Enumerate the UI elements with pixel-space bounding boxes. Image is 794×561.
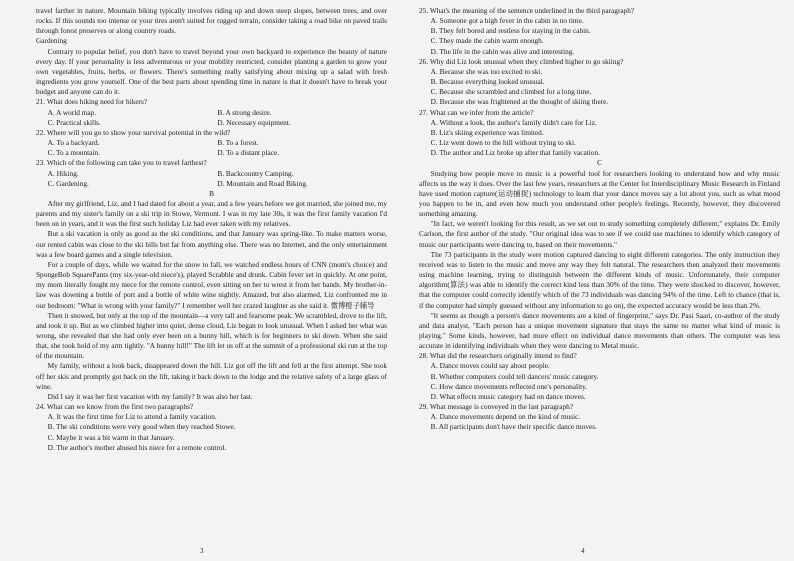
- passage-paragraph: My family, without a look back, disappeared down the hill. Liz got off the lift and fell at the first attempt. She took off her skis and promptly got back on the lift, taking it back down to the lodge and the relative safety of a large glass of wine.: [36, 361, 387, 391]
- passage-paragraph: travel farther in nature. Mountain biking typically involves riding up and down steep slopes, between trees, and over rocks. If this sounds too intense or your tires aren't suited for rugged terrain, consider taking a road bike on paved trails through forest preserves or along country roads.: [36, 6, 387, 36]
- option: A. It was the first time for Liz to attend a family vacation.: [47, 412, 217, 422]
- option: C. How dance movements reflected one's personality.: [430, 381, 588, 391]
- option: D. Because she was frightened at the thought of skiing there.: [430, 97, 609, 107]
- option: C. Because she scrambled and climbed for a long time.: [430, 87, 592, 97]
- option: B. Liz's skiing experience was limited.: [430, 127, 544, 137]
- option: A. To a backyard.: [47, 138, 100, 148]
- passage-paragraph: [36, 260, 387, 311]
- page-number: 3: [200, 547, 204, 555]
- question-stem: 25. What's the meaning of the sentence underlined in the third paragraph?: [419, 6, 635, 15]
- option-row: [36, 169, 387, 179]
- option: C. To a mountain.: [47, 148, 100, 158]
- option: B. To a forest.: [217, 138, 259, 148]
- option: B. The ski conditions were very good when they reached Stowe.: [47, 422, 236, 432]
- section-heading: Gardening: [36, 36, 67, 46]
- section-letter: C: [597, 158, 602, 168]
- option: D. What effects music category had on dance moves.: [430, 391, 586, 401]
- page-right: [397, 0, 794, 561]
- passage-paragraph: "It seems as though a person's dance movements are a kind of fingerprint," says Dr. Pasi Saari, co-author of the study and data analyst, "Each person has a unique movement signature that stays the same no matter what kind of music is playing." Some kinds, however, had more effect on individual dance movements than others. The computer was less accurate in identifying individuals when they were dancing to Metal music.: [419, 310, 780, 351]
- option: A. Hiking.: [47, 168, 79, 178]
- question-stem: 24. What can we know from the first two paragraphs?: [36, 402, 194, 412]
- passage-paragraph: Did I say it was her first vacation with my family? It was also her last.: [47, 391, 253, 401]
- option: B. All participants don't have their specific dance moves.: [430, 422, 597, 432]
- option-row: [36, 179, 387, 189]
- option: D. The author and Liz broke up after that family vacation.: [430, 148, 600, 158]
- option: B. They felt bored and restless for staying in the cabin.: [430, 26, 591, 36]
- option: D. The life in the cabin was alive and interesting.: [430, 46, 575, 56]
- option: C. Gardening.: [47, 178, 89, 188]
- option: A. Dance moves could say about people.: [430, 361, 550, 371]
- watermark-note: 微博橙子辅导: [330, 300, 375, 310]
- option: D. To a distant place.: [217, 148, 280, 158]
- paragraph-text: For a couple of days, while we waited for the snow to fall, we watched endless hours of CNN (mom's choice) and SpongeBob SquarePants (my six-year-old niece's), played Scrabble and drunk. Cabin fever set in quickly. At one point, my mom literally fought my niece for the remote control, even sitting on her to wrest it from her hands. My brother-in-law was downing a bottle of port and a bottle of white wine nightly. Amazed, but also alarmed, Liz confronted me in our bedroom: "What is wrong with your family?" I remember well her crazed laughter as she said it.: [36, 259, 387, 310]
- option: A. Dance movements depend on the kind of music.: [430, 412, 581, 422]
- option: C. Maybe it was a bit warm in that January.: [47, 432, 175, 442]
- question-stem: 27. What can we infer from the article?: [419, 107, 534, 117]
- option: B. Because everything looked unusual.: [430, 77, 545, 87]
- question-stem: 21. What does hiking need for hikers?: [36, 97, 148, 107]
- option-row: [36, 118, 387, 128]
- section-letter: B: [209, 188, 214, 198]
- option: C. Practical skills.: [47, 117, 101, 127]
- option-row: [36, 108, 387, 118]
- passage-paragraph: After my girlfriend, Liz, and I had dated for about a year, and a few years before we got married, she joined me, my parents and my sister's family on a ski trip in Stowe, Vermont. I was in my late 30s, it was the first family vacation I'd been on in years, and it was the first such holiday Liz had ever taken with my relatives.: [36, 198, 387, 229]
- option-row: [36, 148, 387, 158]
- option-row: [36, 138, 387, 148]
- page-number: 4: [581, 547, 585, 555]
- right-column: [419, 6, 780, 433]
- passage-paragraph: "In fact, we weren't looking for this result, as we set out to study something completely different," explains Dr. Emily Carlson, the first author of the study. "Our original idea was to see if we could use machines to identify which category of music our participants were dancing to, based on their movements.": [419, 219, 780, 249]
- option: D. Necessary equipment.: [217, 117, 291, 127]
- question-stem: 22. Where will you go to show your survival potential in the wild?: [36, 127, 231, 137]
- left-column: [36, 6, 387, 453]
- question-stem: 23. Which of the following can take you to travel farthest?: [36, 158, 207, 168]
- passage-paragraph: But a ski vacation is only as good as the ski conditions, and that January was spring-like. To make matters worse, our rented cabin was close to the ski hills but far from anything else. There was no Internet, and the only entertainment was a few board games and a single television.: [36, 229, 387, 259]
- option: D. Mountain and Road Biking.: [217, 178, 308, 188]
- passage-paragraph: Studying how people move to music is a powerful tool for researchers looking to understand how and why music affects us the way it does. Over the last few years, researchers at the Center for Interdisciplinary Music Research in Finland have used motion capture(运动捕捉) technology to learn that your dance moves say a lot about you, such as what mood you happen to be in, and even how much you understand other people's feelings. Recently, however, they discovered something amazing.: [419, 168, 780, 219]
- option: B. Whether computers could tell dancers' music category.: [430, 371, 599, 381]
- option: A. Without a look, the author's family didn't care for Liz.: [430, 117, 597, 127]
- passage-paragraph: Then it snowed, but only at the top of the mountain—a very tall and fearsome peak. We scrambled, drove to the lift, and took it up. But as we climbed higher into quiet, dense cloud, Liz began to look unusual. When I asked her what was wrong, she revealed that she had only ever been on a bunny hill, which is for beginners to ski down. When she said that, she took hold of my arm tightly. "A bunny hill!" The lift let us off at the summit of a professional ski run at the top of the mountain.: [36, 310, 387, 361]
- option: C. They made the cabin warm enough.: [430, 36, 544, 46]
- option: A. Because she was too excited to ski.: [430, 66, 543, 76]
- question-stem: 29. What message is conveyed in the last paragraph?: [419, 402, 574, 412]
- option: A. Someone got a high fever in the cabin in no time.: [430, 16, 584, 26]
- question-stem: 28. What did the researchers originally intend to find?: [419, 351, 577, 361]
- option: B. Backcountry Camping.: [217, 168, 294, 178]
- option: A. A world map.: [47, 107, 97, 117]
- passage-paragraph: The 73 participants in the study were motion captured dancing to eight different categories. The only instruction they received was to listen to the music and move any way they felt natural. The researchers then analyzed their movements using machine learning, trying to distinguish between the different kinds of music. Unfortunately, their computer algorithm(算法) was able to identify the correct kind less than 30% of the time. They were shocked to discover, however, that the computer could correctly identify which of the 73 individuals was dancing 94% of the time. Left to chance (that is, if the computer had simply guessed without any information to go on), the expected accuracy would be less than 2%.: [419, 249, 780, 310]
- option: B. A strong desire.: [217, 107, 272, 117]
- passage-paragraph: Contrary to popular belief, you don't have to travel beyond your own backyard to experience the beauty of nature every day. If your personality is less adventurous or your mobility restricted, consider planting a garden to grow your own vegetables, fruits, herbs, or flowers. There's something really satisfying about mixing up a salad with fresh ingredients you grow yourself. One of the best parts about spending time in nature is that it doesn't have to break your budget and anyone can do it.: [36, 46, 387, 97]
- question-stem: 26. Why did Liz look unusual when they climbed higher to go skiing?: [419, 56, 624, 66]
- option: D. The author's mother abused his niece for a remote control.: [47, 442, 227, 452]
- option: C. Liz went down to the hill without trying to ski.: [430, 138, 576, 148]
